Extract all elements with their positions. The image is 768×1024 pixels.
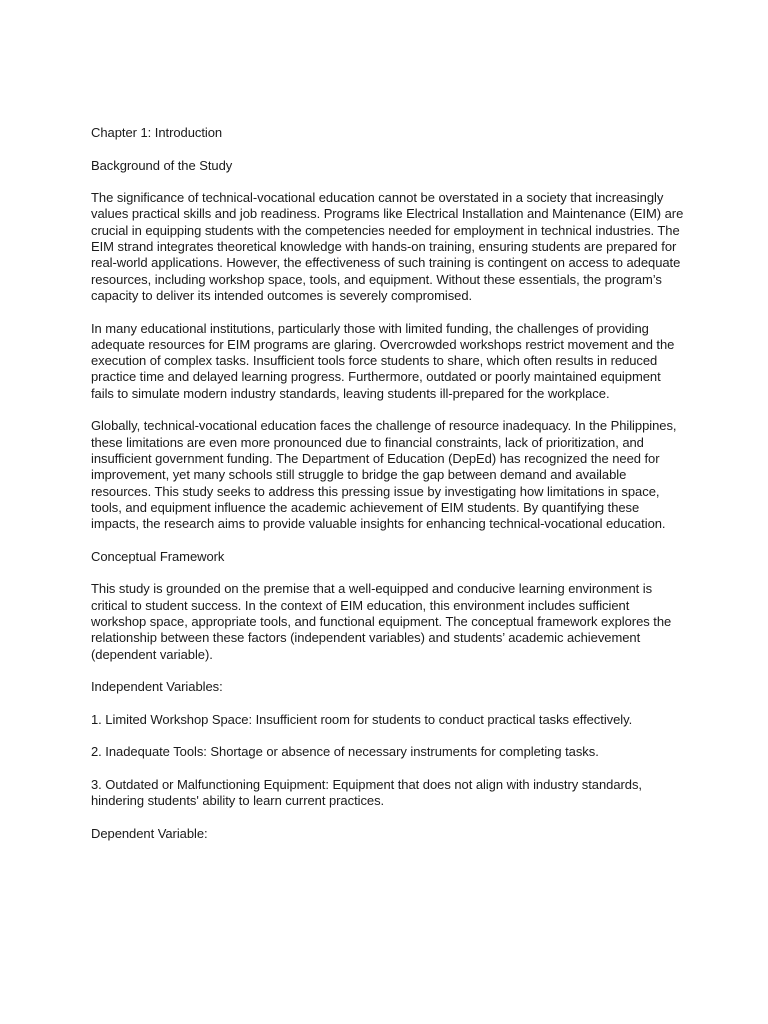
subheading-dependent-variable: Dependent Variable: <box>91 825 208 841</box>
paragraph-background-2: In many educational institutions, particularly those with limited funding, the challenges of providing adequate resources for EIM programs are glaring. Overcrowded workshops restrict movement and the execution of complex tasks. Insufficient tools force students to share, which often results in reduced practice time and delayed learning progress. Furthermore, outdated or poorly maintained equipment fails to simulate modern industry standards, leaving students ill-prepared for the workplace. <box>91 320 675 401</box>
paragraph-framework: This study is grounded on the premise that a well-equipped and conducive learning environment is critical to student success. In the context of EIM education, this environment includes sufficient workshop space, appropriate tools, and functional equipment. The conceptual framework explores the relationship between these factors (independent variables) and students’ academic achievement (dependent variable). <box>91 581 672 662</box>
list-item-independent-2: 2. Inadequate Tools: Shortage or absence of necessary instruments for completing tasks. <box>91 744 599 760</box>
paragraph-background-3: Globally, technical-vocational education faces the challenge of resource inadequacy. In the Philippines, these limitations are even more pronounced due to financial constraints, lack of prioritization, and insufficient government funding. The Department of Education (DepEd) has recognized the need for improvement, yet many schools still struggle to bridge the gap between demand and available resources. This study seeks to address this pressing issue by investigating how limitations in space, tools, and equipment influence the academic achievement of EIM students. By quantifying these impacts, the research aims to provide valuable insights for enhancing technical-vocational education. <box>91 418 677 532</box>
paragraph-background-1: The significance of technical-vocational education cannot be overstated in a society that increasingly values practical skills and job readiness. Programs like Electrical Installation and Maintenance (EIM) are crucial in equipping students with the competencies needed for employment in technical industries. The EIM strand integrates theoretical knowledge with hands-on training, ensuring students are prepared for real-world applications. However, the effectiveness of such training is contingent on access to adequate resources, including workshop space, tools, and equipment. Without these essentials, the program’s capacity to deliver its intended outcomes is severely compromised. <box>91 190 684 303</box>
chapter-title: Chapter 1: Introduction <box>91 125 223 140</box>
document-body <box>91 125 686 858</box>
section-heading-background: Background of the Study <box>91 157 233 173</box>
subheading-independent-variables: Independent Variables: <box>91 679 223 695</box>
list-item-independent-3: 3. Outdated or Malfunctioning Equipment: Equipment that does not align with industry standards, hindering students' ability to learn current practices. <box>91 776 642 809</box>
section-heading-framework: Conceptual Framework <box>91 548 225 564</box>
list-item-independent-1: 1. Limited Workshop Space: Insufficient room for students to conduct practical tasks effectively. <box>91 711 633 727</box>
